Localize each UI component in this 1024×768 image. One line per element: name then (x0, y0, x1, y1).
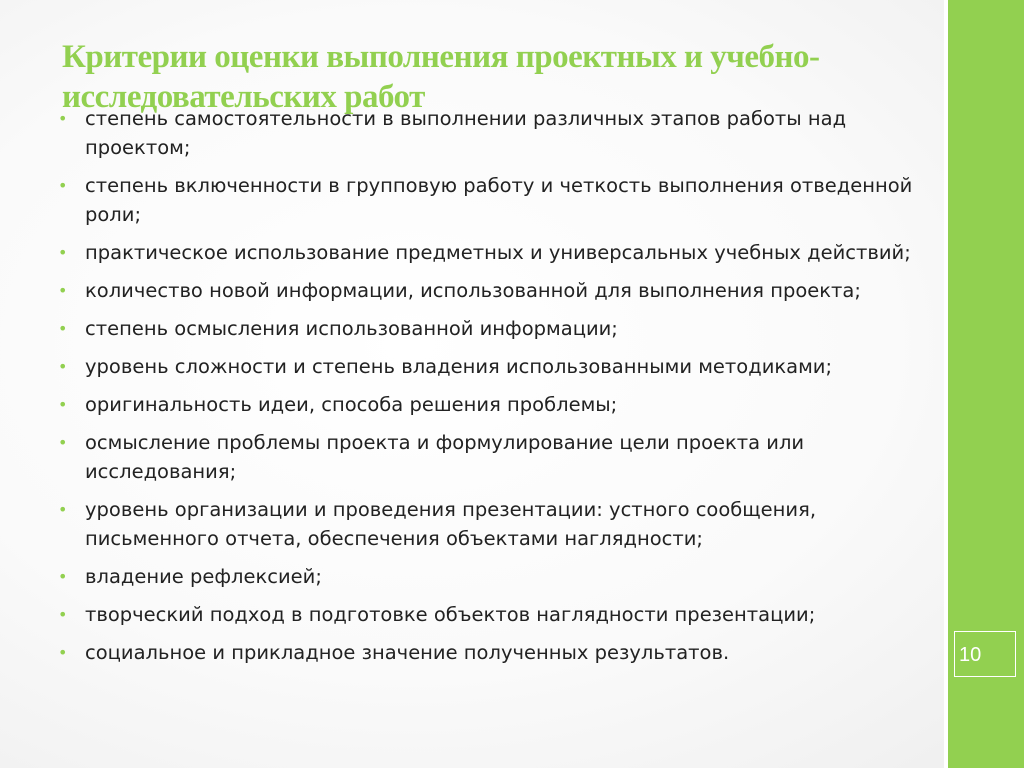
criteria-list (58, 104, 918, 676)
list-item (58, 352, 918, 381)
bullet-icon: • (58, 433, 68, 452)
criterion-text: уровень организации и проведения презентации: устного сообщения, письменного отчета, обеспечения объектами наглядности; (85, 498, 817, 550)
criterion-text: социальное и прикладное значение полученных результатов. (85, 641, 730, 664)
list-item (58, 104, 918, 162)
list-item (58, 495, 918, 553)
bullet-icon: • (58, 176, 68, 195)
slide-title: Критерии оценки выполнения проектных и учебно-исследовательских работ (62, 39, 820, 115)
criterion-text: степень включенности в групповую работу и четкость выполнения отведенной роли; (85, 174, 913, 226)
criterion-text: степень осмысления использованной информации; (85, 317, 618, 340)
bullet-icon: • (58, 395, 68, 414)
bullet-icon: • (58, 643, 68, 662)
criterion-text: практическое использование предметных и универсальных учебных действий; (85, 241, 911, 264)
bullet-icon: • (58, 500, 68, 519)
criterion-text: осмысление проблемы проекта и формулирование цели проекта или исследования; (85, 431, 805, 483)
list-item (58, 428, 918, 486)
criterion-text: творческий подход в подготовке объектов наглядности презентации; (85, 603, 816, 626)
criterion-text: количество новой информации, использованной для выполнения проекта; (85, 279, 861, 302)
criterion-text: владение рефлексией; (85, 565, 322, 588)
list-item (58, 562, 918, 591)
bullet-icon: • (58, 567, 68, 586)
list-item (58, 171, 918, 229)
list-item (58, 314, 918, 343)
bullet-icon: • (58, 605, 68, 624)
criterion-text: степень самостоятельности в выполнении различных этапов работы над проектом; (85, 107, 847, 159)
bullet-icon: • (58, 281, 68, 300)
bullet-icon: • (58, 357, 68, 376)
bullet-icon: • (58, 319, 68, 338)
criterion-text: уровень сложности и степень владения использованными методиками; (85, 355, 833, 378)
list-item (58, 276, 918, 305)
bullet-icon: • (58, 109, 68, 128)
list-item (58, 600, 918, 629)
page-number: 10 (954, 631, 1016, 677)
list-item (58, 638, 918, 667)
bullet-icon: • (58, 243, 68, 262)
list-item (58, 238, 918, 267)
list-item (58, 390, 918, 419)
criterion-text: оригинальность идеи, способа решения проблемы; (85, 393, 618, 416)
